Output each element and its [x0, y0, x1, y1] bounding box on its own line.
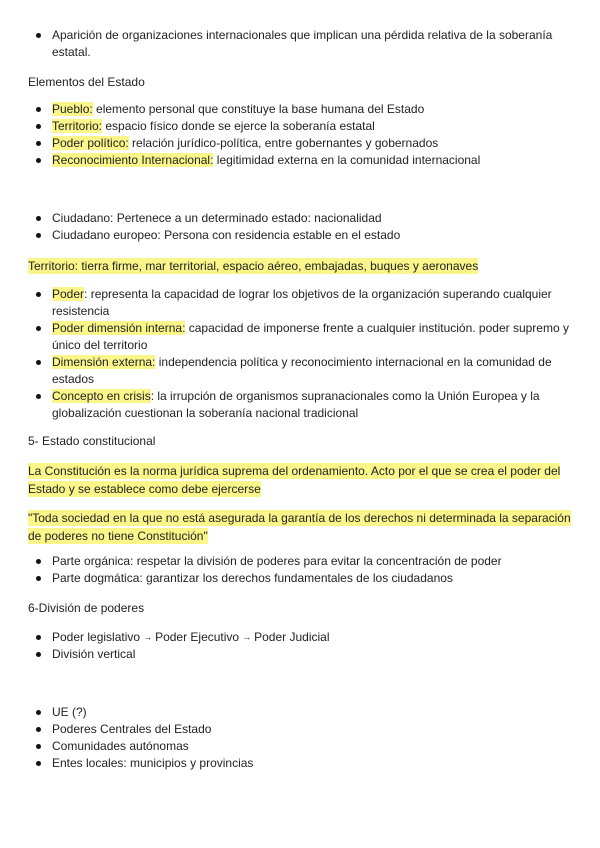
list-item: Poderes Centrales del Estado — [28, 721, 576, 738]
highlighted-paragraph: Territorio: tierra firme, mar territorial, espacio aéreo, embajadas, buques y aeronaves — [28, 259, 479, 273]
list-item: Ciudadano: Pertenece a un determinado estado: nacionalidad — [28, 210, 576, 227]
list-item: Concepto en crisis: la irrupción de organismos supranacionales como la Unión Europea y la globalización cuestionan la soberanía nacional tradicional — [28, 388, 576, 422]
highlighted-term: Pueblo: — [52, 102, 93, 116]
elementos-list — [28, 101, 576, 169]
list-item: Poder dimensión interna: capacidad de imponerse frente a cualquier institución. poder supremo y único del territorio — [28, 320, 576, 354]
division-heading: 6-División de poderes — [28, 601, 145, 615]
list-item: Entes locales: municipios y provincias — [28, 755, 576, 772]
list-item: Parte orgánica: respetar la división de poderes para evitar la concentración de poder — [28, 553, 576, 570]
list-item: Dimensión externa: independencia política y reconocimiento internacional en la comunidad de estados — [28, 354, 576, 388]
top-bullet-list — [28, 27, 576, 61]
list-item: Poder legislativo → Poder Ejecutivo → Poder Judicial — [28, 629, 576, 646]
list-item: Poder: representa la capacidad de lograr los objetivos de la organización superando cualquier resistencia — [28, 286, 576, 320]
highlighted-term: Territorio: — [52, 119, 103, 133]
elementos-heading: Elementos del Estado — [28, 75, 145, 89]
list-item: Parte dogmática: garantizar los derechos fundamentales de los ciudadanos — [28, 570, 576, 587]
list-item: Poder político: relación jurídico-política, entre gobernantes y gobernados — [28, 135, 576, 152]
niveles-list — [28, 704, 576, 772]
list-item: Aparición de organizaciones internacionales que implican una pérdida relativa de la soberanía estatal. — [28, 27, 576, 61]
list-item: Pueblo: elemento personal que constituye la base humana del Estado — [28, 101, 576, 118]
highlighted-term: Poder político: — [52, 136, 129, 150]
highlighted-term: Poder — [52, 287, 85, 301]
highlighted-term: Reconocimiento Internacional: — [52, 153, 214, 167]
highlighted-term: Dimensión externa: — [52, 355, 156, 369]
arrow-right-icon: → — [242, 632, 252, 642]
highlighted-paragraph: La Constitución es la norma jurídica suprema del ordenamiento. Acto por el que se crea el poder del Estado y se establece como debe ejercerse — [28, 464, 561, 496]
division-list — [28, 629, 576, 663]
estado-constitucional-heading: 5- Estado constitucional — [28, 434, 156, 448]
quote-paragraph — [28, 509, 576, 545]
arrow-right-icon: → — [143, 632, 153, 642]
list-item: UE (?) — [28, 704, 576, 721]
list-item: Comunidades autónomas — [28, 738, 576, 755]
list-item: Territorio: espacio físico donde se ejerce la soberanía estatal — [28, 118, 576, 135]
highlighted-quote: "Toda sociedad en la que no está asegurada la garantía de los derechos ni determinada la separación de poderes no tiene Constitución" — [28, 511, 571, 543]
territorio-line — [28, 257, 576, 275]
partes-list — [28, 553, 576, 587]
list-item: División vertical — [28, 646, 576, 663]
list-item: Ciudadano europeo: Persona con residencia estable en el estado — [28, 227, 576, 244]
constitucion-paragraph — [28, 462, 576, 498]
ciudadano-list — [28, 210, 576, 244]
poder-list — [28, 286, 576, 422]
highlighted-term: Poder dimensión interna: — [52, 321, 186, 335]
list-item: Reconocimiento Internacional: legitimidad externa en la comunidad internacional — [28, 152, 576, 169]
highlighted-term: Concepto en crisis — [52, 389, 151, 403]
